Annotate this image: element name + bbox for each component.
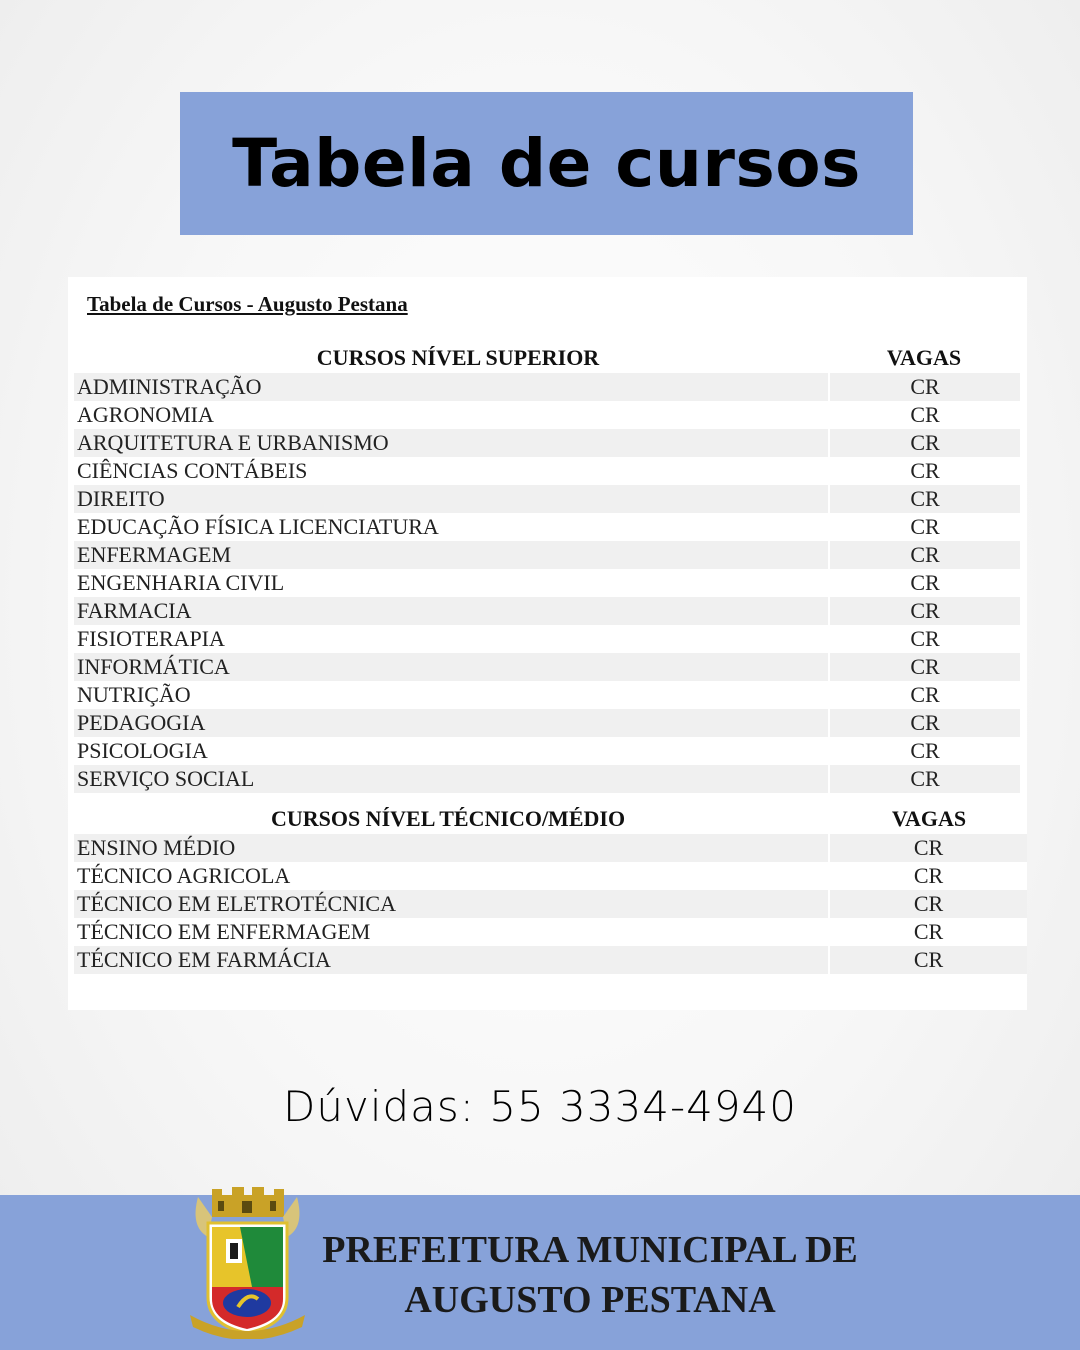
superior-vagas-heading: VAGAS (886, 345, 962, 370)
page-title: Tabela de cursos (232, 125, 861, 202)
course-vagas: CR (910, 682, 940, 707)
course-name: ENSINO MÉDIO (74, 834, 828, 862)
course-name: CIÊNCIAS CONTÁBEIS (77, 458, 308, 483)
footer-municipality-name (300, 1225, 880, 1325)
table-row (74, 653, 1020, 681)
superior-course-list (74, 373, 1020, 793)
tecnico-heading: CURSOS NÍVEL TÉCNICO/MÉDIO (270, 806, 626, 831)
table-row (74, 513, 1020, 541)
table-row (74, 625, 1020, 653)
course-table-document (68, 277, 1027, 1010)
course-name: FARMACIA (74, 597, 828, 625)
table-row (74, 401, 1020, 429)
course-name: DIREITO (74, 485, 828, 513)
course-vagas: CR (830, 485, 1020, 513)
course-vagas: CR (830, 597, 1020, 625)
course-name: NUTRIÇÃO (77, 682, 191, 707)
tecnico-course-list (74, 834, 1027, 974)
footer-line-2: AUGUSTO PESTANA (404, 1279, 776, 1321)
course-vagas: CR (913, 919, 944, 944)
course-name: TÉCNICO EM ELETROTÉCNICA (74, 890, 828, 918)
course-vagas: CR (910, 738, 940, 763)
table-row (74, 569, 1020, 597)
course-name: SERVIÇO SOCIAL (74, 765, 828, 793)
course-vagas: CR (830, 946, 1027, 974)
contact-phone: Dúvidas: 55 3334-4940 (283, 1082, 797, 1131)
table-row (74, 429, 1020, 457)
course-vagas: CR (830, 890, 1027, 918)
course-vagas: CR (830, 653, 1020, 681)
course-name: ADMINISTRAÇÃO (74, 373, 828, 401)
tecnico-header (68, 806, 1027, 834)
course-vagas: CR (830, 765, 1020, 793)
course-vagas: CR (910, 402, 940, 427)
footer-bar (0, 1195, 1080, 1350)
document-title: Tabela de Cursos - Augusto Pestana (87, 292, 408, 316)
table-row (74, 918, 1027, 946)
course-name: PEDAGOGIA (74, 709, 828, 737)
footer-line-1: PREFEITURA MUNICIPAL DE (322, 1229, 858, 1271)
course-name: TÉCNICO AGRICOLA (77, 863, 291, 888)
course-vagas: CR (913, 863, 944, 888)
course-vagas: CR (830, 709, 1020, 737)
table-row (74, 862, 1027, 890)
course-vagas: CR (910, 626, 940, 651)
table-row (74, 946, 1027, 974)
title-banner (180, 92, 913, 235)
course-name: INFORMÁTICA (74, 653, 828, 681)
course-name: ENGENHARIA CIVIL (77, 570, 285, 595)
course-vagas: CR (830, 834, 1027, 862)
coat-of-arms-icon (190, 1187, 305, 1339)
course-name: PSICOLOGIA (77, 738, 208, 763)
course-name: AGRONOMIA (77, 402, 214, 427)
course-vagas: CR (910, 514, 940, 539)
table-row (74, 541, 1020, 569)
course-name: EDUCAÇÃO FÍSICA LICENCIATURA (77, 514, 439, 539)
course-vagas: CR (910, 570, 940, 595)
table-row (74, 737, 1020, 765)
table-row (74, 373, 1020, 401)
course-vagas: CR (830, 373, 1020, 401)
superior-heading: CURSOS NÍVEL SUPERIOR (316, 345, 600, 370)
course-name: FISIOTERAPIA (77, 626, 225, 651)
course-name: ENFERMAGEM (74, 541, 828, 569)
table-row (74, 485, 1020, 513)
table-row (74, 834, 1027, 862)
table-row (74, 681, 1020, 709)
table-row (74, 765, 1020, 793)
table-row (74, 457, 1020, 485)
course-name: ARQUITETURA E URBANISMO (74, 429, 828, 457)
course-name: TÉCNICO EM ENFERMAGEM (77, 919, 371, 944)
tecnico-vagas-heading: VAGAS (891, 806, 967, 831)
table-row (74, 890, 1027, 918)
course-vagas: CR (910, 458, 940, 483)
table-row (74, 597, 1020, 625)
course-name: TÉCNICO EM FARMÁCIA (74, 946, 828, 974)
course-vagas: CR (830, 429, 1020, 457)
course-vagas: CR (830, 541, 1020, 569)
table-row (74, 709, 1020, 737)
superior-header (68, 345, 1027, 373)
